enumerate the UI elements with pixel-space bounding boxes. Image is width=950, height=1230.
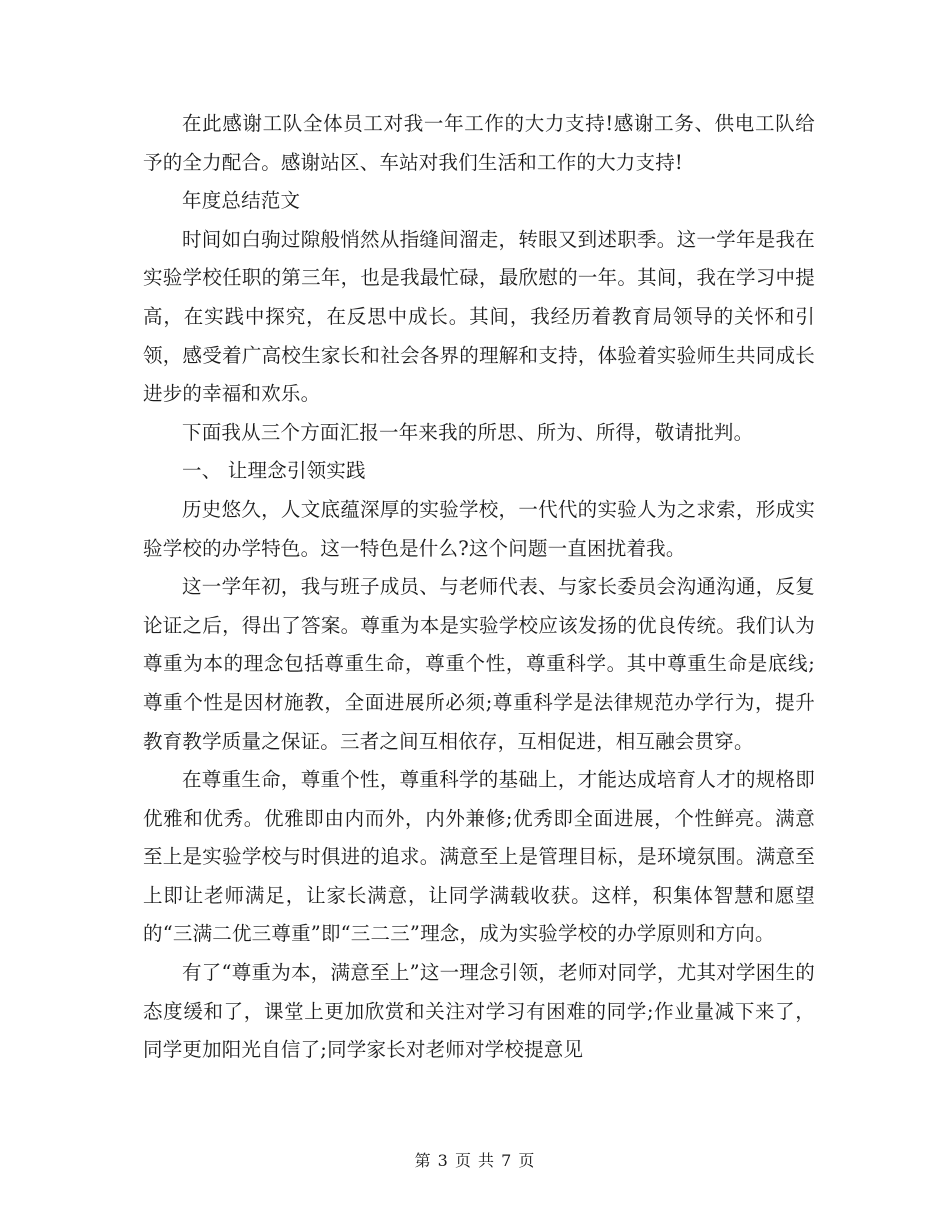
paragraph-history: 历史悠久，人文底蕴深厚的实验学校，一代代的实验人为之求索，形成实验学校的办学特色。这一特色是什么?这个问题一直困扰着我。 bbox=[143, 497, 815, 560]
document-body bbox=[143, 105, 815, 1070]
paragraph-satisfaction: 在尊重生命，尊重个性，尊重科学的基础上，才能达成培育人才的规格即优雅和优秀。优雅即由内而外，内外兼修;优秀即全面进展，个性鲜亮。满意至上是实验学校与时俱进的追求。满意至上是管理目标，是环境氛围。满意至上即让老师满足，让家长满意，让同学满载收获。这样，积集体智慧和愿望的“三满二优三尊重”即“三二三”理念，成为实验学校的办学原则和方向。 bbox=[143, 768, 815, 946]
page-number-footer: 第 3 页 共 7 页 bbox=[414, 1151, 536, 1170]
section-heading-annual-summary: 年度总结范文 bbox=[182, 189, 301, 213]
paragraph-overview: 下面我从三个方面汇报一年来我的所思、所为、所得，敬请批判。 bbox=[182, 420, 754, 444]
paragraph-results: 有了“尊重为本，满意至上”这一理念引领，老师对同学，尤其对学困生的态度缓和了，课堂上更加欣赏和关注对学习有困难的同学;作业量减下来了，同学更加阳光自信了;同学家长对老师对学校提意见 bbox=[143, 961, 815, 1062]
paragraph-intro: 时间如白驹过隙般悄然从指缝间溜走，转眼又到述职季。这一学年是我在实验学校任职的第三年，也是我最忙碌，最欣慰的一年。其间，我在学习中提高，在实践中探究，在反思中成长。其间，我经历着教育局领导的关怀和引领，感受着广高校生家长和社会各界的理解和支持，体验着实验师生共同成长进步的幸福和欢乐。 bbox=[143, 227, 815, 406]
paragraph-respect: 这一学年初，我与班子成员、与老师代表、与家长委员会沟通沟通，反复论证之后，得出了答案。尊重为本是实验学校应该发扬的优良传统。我们认为尊重为本的理念包括尊重生命，尊重个性，尊重科学。其中尊重生命是底线;尊重个性是因材施教，全面进展所必须;尊重科学是法律规范办学行为，提升教育教学质量之保证。三者之间互相依存，互相促进，相互融会贯穿。 bbox=[143, 575, 815, 753]
section-heading-concept: 一、 让理念引领实践 bbox=[182, 459, 366, 483]
paragraph-thanks: 在此感谢工队全体员工对我一年工作的大力支持!感谢工务、供电工队给予的全力配合。感谢站区、车站对我们生活和工作的大力支持! bbox=[143, 112, 815, 174]
